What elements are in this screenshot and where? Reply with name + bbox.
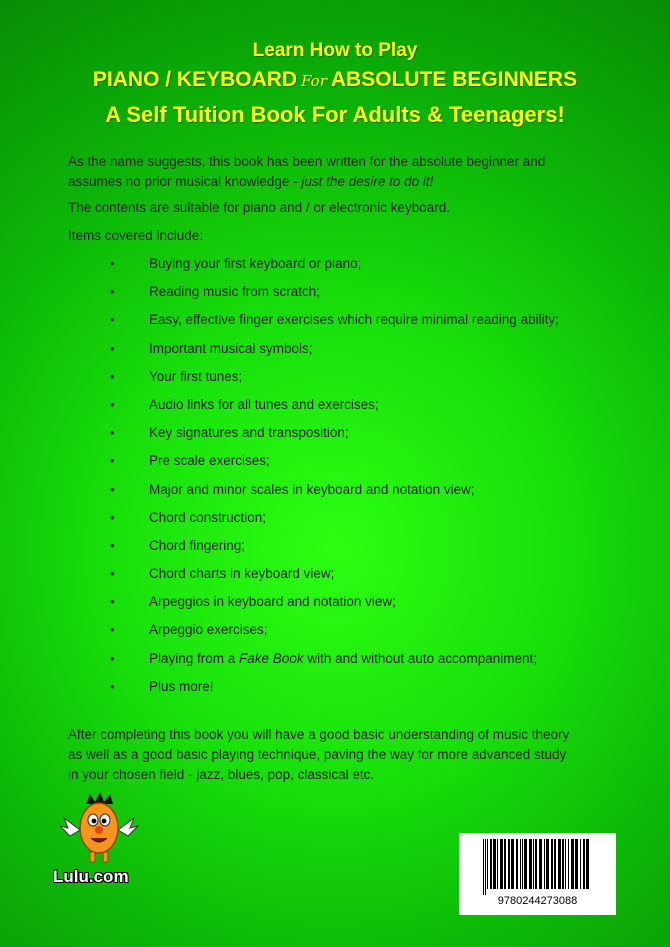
bullet-icon: • [110, 509, 115, 525]
list-item [68, 254, 573, 273]
items-list [68, 254, 573, 705]
barcode [459, 833, 616, 915]
bullet-icon: • [110, 425, 115, 441]
list-item [68, 395, 573, 414]
list-item [68, 536, 573, 555]
items-heading: Items covered include: [68, 228, 204, 243]
list-item [68, 451, 573, 470]
intro-text: As the name suggests, this book has been written for the absolute beginner and assumes no prior musical knowledge [68, 154, 546, 189]
intro-paragraph [68, 152, 573, 192]
list-item-text: Reading music from scratch; [149, 284, 321, 300]
list-item [68, 592, 573, 611]
header-line-3: A Self Tuition Book For Adults & Teenagers! [105, 102, 565, 127]
list-item [68, 423, 573, 442]
bullet-icon: • [110, 481, 115, 497]
fake-book-after: with and without auto accompaniment; [303, 650, 537, 666]
list-item [68, 310, 573, 329]
isbn-number: 9780244273088 [497, 895, 578, 907]
bullet-icon: • [110, 537, 115, 553]
list-item-text: Pre scale exercises; [149, 453, 270, 469]
bullet-icon: • [110, 284, 115, 300]
list-item [68, 508, 573, 527]
bullet-icon: • [110, 566, 115, 582]
barcode-bars-icon [483, 839, 592, 895]
bullet-icon: • [110, 396, 115, 412]
list-item [68, 564, 573, 583]
publisher-label: Lulu.com [53, 867, 129, 886]
list-item [68, 367, 573, 386]
bullet-icon: • [110, 594, 115, 610]
list-item-text: Major and minor scales in keyboard and notation view; [149, 481, 475, 497]
list-item [68, 620, 573, 639]
fake-book-emphasis: Fake Book [239, 650, 304, 666]
list-item-text: Important musical symbols; [149, 340, 313, 356]
list-item-fake-book [68, 649, 573, 668]
intro-emphasis: just the desire to do it! [301, 174, 434, 189]
list-item-text: Buying your first keyboard or piano; [149, 256, 362, 271]
list-item-text: Chord charts in keyboard view; [149, 566, 335, 582]
suitability-paragraph: The contents are suitable for piano and / or electronic keyboard. [68, 200, 450, 215]
intro-separator: - [289, 174, 302, 189]
list-item-text: Easy, effective finger exercises which require minimal reading ability; [149, 312, 559, 328]
bullet-icon: • [110, 622, 115, 638]
bullet-icon: • [110, 650, 115, 666]
list-item-text: Your first tunes; [149, 368, 243, 384]
list-item-text: Chord construction; [149, 509, 267, 525]
list-item [68, 480, 573, 499]
list-item [68, 282, 573, 301]
closing-paragraph: After completing this book you will have a good basic understanding of music theory as well as a good basic playing technique, paving the way for more advanced study in your chosen field - jazz, blues, pop, classical etc. [68, 727, 570, 782]
header-line-2 [0, 68, 670, 92]
list-item-text: Audio links for all tunes and exercises; [149, 396, 379, 412]
header-for: For [301, 72, 327, 90]
bullet-icon: • [110, 340, 115, 356]
bullet-icon: • [110, 453, 115, 469]
list-item-text: Plus more! [149, 678, 214, 694]
list-item [68, 339, 573, 358]
fake-book-before: Playing from a [149, 650, 240, 666]
bullet-icon: • [110, 368, 115, 384]
list-item [68, 677, 573, 696]
header-piano-keyboard: PIANO / KEYBOARD [92, 68, 298, 91]
header-absolute-beginners: ABSOLUTE BEGINNERS [330, 68, 578, 91]
list-item-text: Arpeggios in keyboard and notation view; [149, 594, 396, 610]
bullet-icon: • [110, 312, 115, 328]
list-item-text: Chord fingering; [149, 537, 246, 553]
list-item-text: Arpeggio exercises; [149, 622, 268, 638]
list-item-text: Key signatures and transposition; [149, 425, 349, 441]
bullet-icon: • [110, 678, 115, 694]
bullet-icon: • [110, 256, 115, 271]
header-line-1: Learn How to Play [252, 40, 418, 61]
